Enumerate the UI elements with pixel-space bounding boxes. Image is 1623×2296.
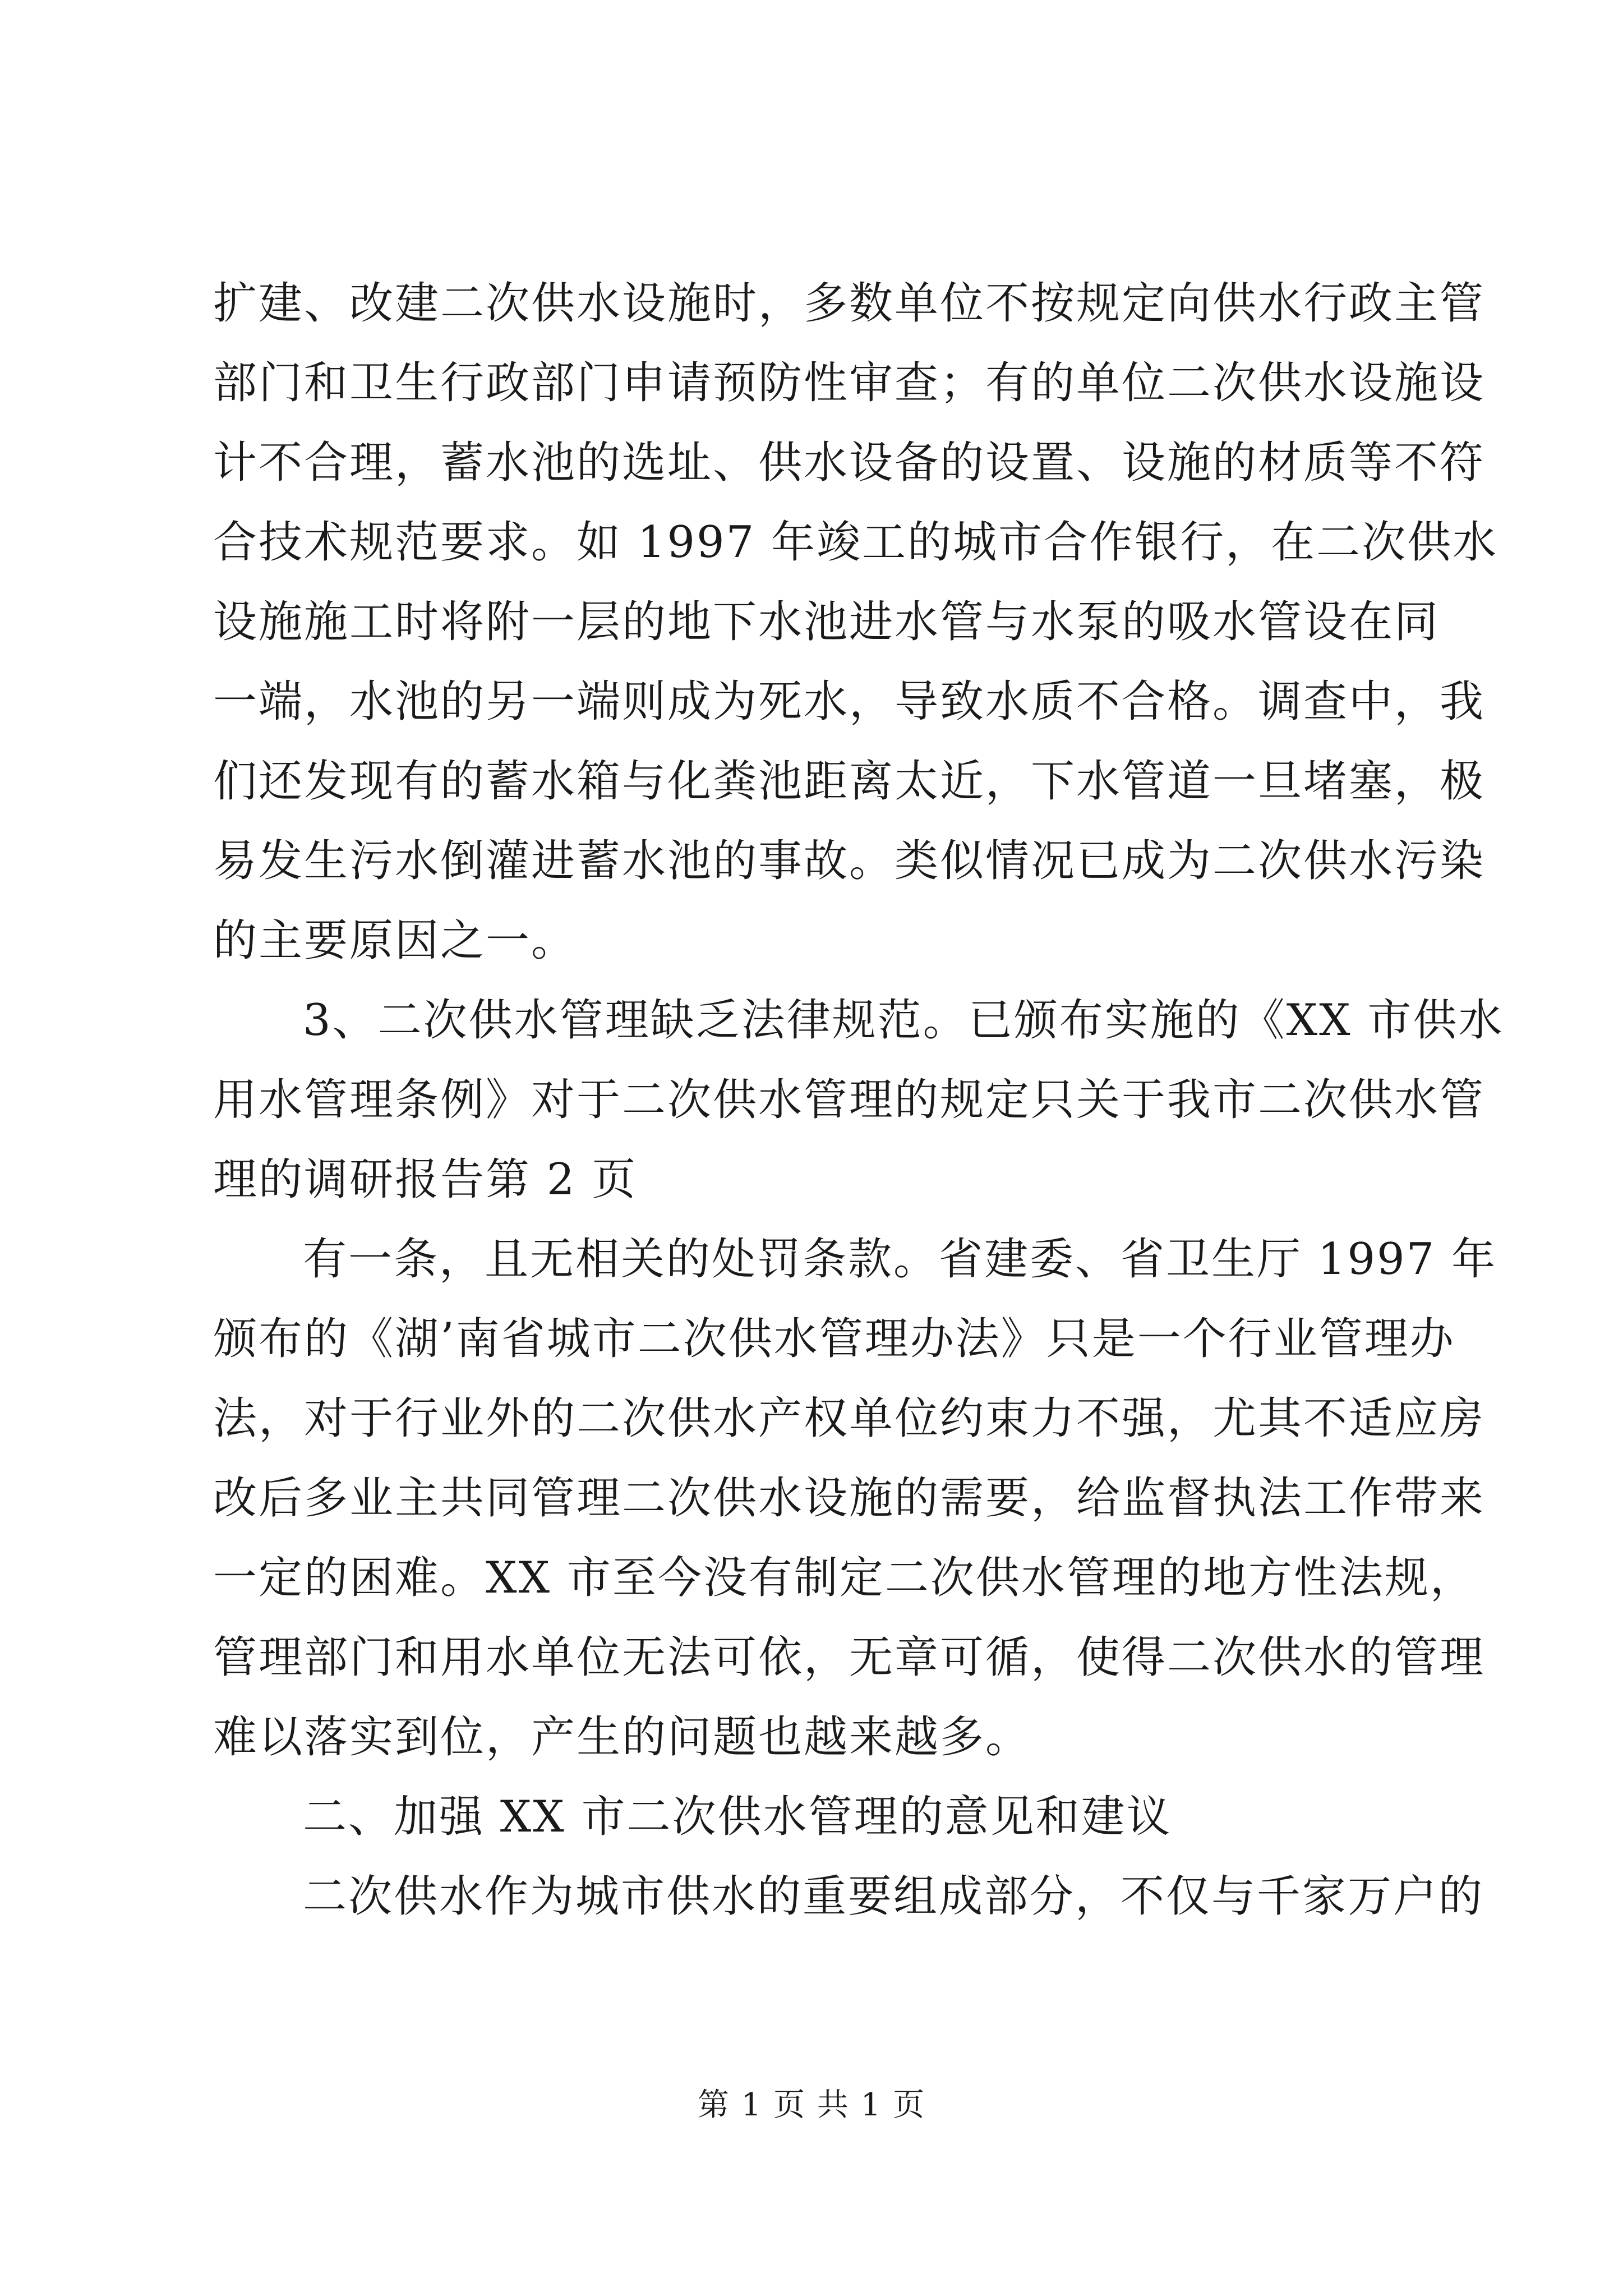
text-line: 有一条，且无相关的处罚条款。省建委、省卫生厅 1997 年: [303, 1234, 1497, 1285]
document-body: [213, 264, 1504, 1936]
text-line: 法，对于行业外的二次供水产权单位约束力不强，尤其不适应房: [213, 1393, 1486, 1444]
text-line: 二、加强 XX 市二次供水管理的意见和建议: [303, 1792, 1172, 1842]
text-line: 二次供水作为城市供水的重要组成部分，不仅与千家万户的: [303, 1871, 1484, 1922]
text-line: 管理部门和用水单位无法可依，无章可循，使得二次供水的管理: [213, 1632, 1486, 1683]
text-line: 颁布的《湖’南省城市二次供水管理办法》只是一个行业管理办: [213, 1314, 1455, 1364]
text-line: 一定的困难。XX 市至今没有制定二次供水管理的地方性法规，: [213, 1553, 1476, 1603]
text-line: 理的调研报告第 2 页: [213, 1154, 638, 1205]
page-footer: 第 1 页 共 1 页: [697, 2087, 926, 2123]
text-line: 扩建、改建二次供水设施时，多数单位不按规定向供水行政主管: [213, 278, 1486, 329]
text-line: 的主要原因之一。: [213, 915, 577, 966]
text-line: 合技术规范要求。如 1997 年竣工的城市合作银行，在二次供水: [213, 517, 1498, 568]
text-line: 易发生污水倒灌进蓄水池的事故。类似情况已成为二次供水污染: [213, 836, 1486, 886]
text-line: 用水管理条例》对于二次供水管理的规定只关于我市二次供水管: [213, 1075, 1486, 1125]
text-line: 3、二次供水管理缺乏法律规范。已颁布实施的《XX 市供水: [303, 995, 1504, 1046]
text-line: 设施施工时将附一层的地下水池进水管与水泵的吸水管设在同: [213, 597, 1440, 647]
text-line: 部门和卫生行政部门申请预防性审查；有的单位二次供水设施设: [213, 358, 1486, 408]
text-line: 改后多业主共同管理二次供水设施的需要，给监督执法工作带来: [213, 1473, 1486, 1524]
text-line: 难以落实到位，产生的问题也越来越多。: [213, 1712, 1031, 1763]
text-line: 计不合理，蓄水池的选址、供水设备的设置、设施的材质等不符: [213, 438, 1486, 488]
text-line: 一端，水池的另一端则成为死水，导致水质不合格。调查中，我: [213, 677, 1486, 727]
text-line: 们还发现有的蓄水箱与化粪池距离太近，下水管道一旦堵塞，极: [213, 756, 1486, 807]
